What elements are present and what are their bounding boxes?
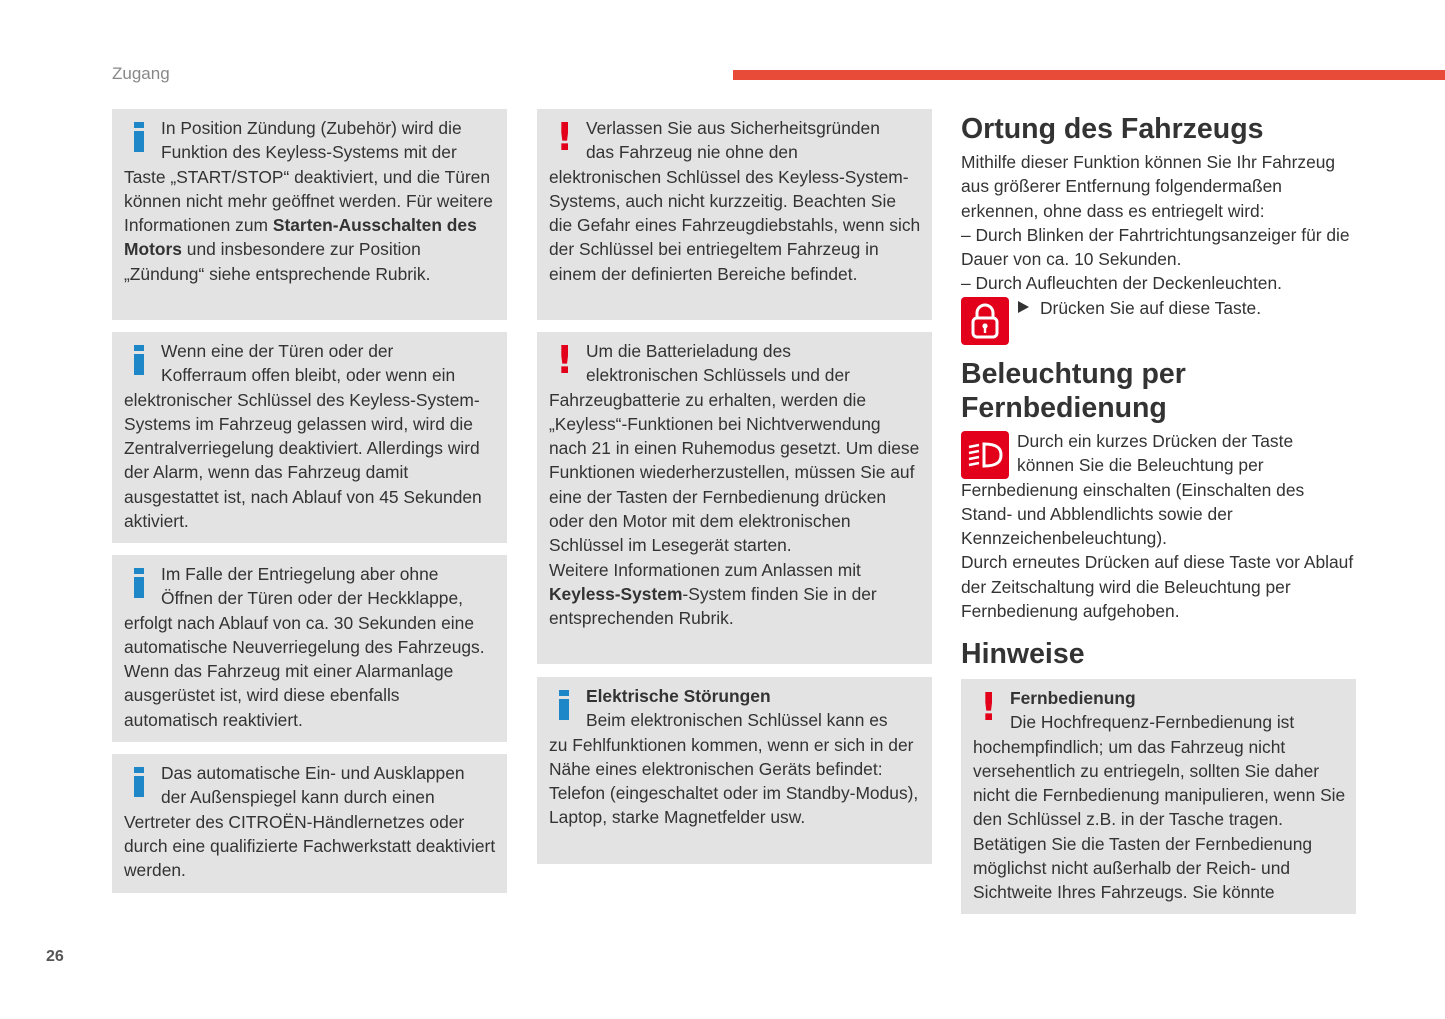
note-line: Kofferraum offen bleibt, oder wenn ein	[161, 365, 456, 386]
note-line: elektronischen Schlüssels und der	[586, 365, 850, 386]
exclamation-icon: !	[556, 115, 574, 159]
info-note-doors-open	[112, 332, 507, 543]
note-line: Die Hochfrequenz-Fernbedienung ist	[1010, 712, 1295, 733]
note-text: elektronischer Schlüssel des Keyless-System-Systems im Fahrzeug gelassen wird, wird die Zentralverriegelung deaktiviert. Allerdings wird der Alarm, wenn das Fahrzeug damit ausgestattet ist, nach Ablauf von 45 Sekunden aktiviert.	[124, 389, 482, 532]
note-line: Um die Batterieladung des	[586, 341, 791, 361]
note-title: Fernbedienung	[1010, 688, 1136, 708]
lock-key-button-icon	[961, 297, 1009, 345]
note-text: Fahrzeugbatterie zu erhalten, werden die „Keyless“-Funktionen bei Nichtverwendung nach 21 in einen Ruhemodus gesetzt. Um diese Funktionen wiederherzustellen, müssen Sie auf eine der Tasten der Fernbedienung drücken oder den Motor mit dem elektronischen Schlüssel im Lesegerät starten.	[549, 389, 920, 556]
warning-note-battery	[537, 332, 932, 664]
ortung-intro: Mithilfe dieser Funktion können Sie Ihr Fahrzeug aus größerer Entfernung folgendermaßen erkennen, ohne dass es entriegelt wird:	[961, 152, 1336, 221]
note-line: das Fahrzeug nie ohne den	[586, 142, 798, 163]
info-icon	[134, 568, 144, 598]
beleuchtung-text: Durch erneutes Drücken auf diese Taste vor Ablauf der Zeitschaltung wird die Beleuchtung per Fernbedienung aufgehoben.	[961, 552, 1354, 622]
beleuchtung-line: können Sie die Beleuchtung per	[1017, 455, 1264, 476]
note-text: zu Fehlfunktionen kommen, wenn er sich in der Nähe eines elektronischen Geräts befindet: Telefon (eingeschaltet oder im Standby-Modus), Laptop, starke Magnetfelder usw.	[549, 734, 919, 828]
info-icon	[134, 767, 144, 797]
note-line: Das automatische Ein- und Ausklappen	[161, 763, 465, 783]
note-line: In Position Zündung (Zubehör) wird die	[161, 118, 462, 138]
section-accent-bar	[733, 70, 1445, 80]
info-icon	[134, 345, 144, 375]
beleuchtung-text: Fernbedienung einschalten (Einschalten des Stand- und Abblendlichts sowie der Kennzeichenbeleuchtung).	[961, 479, 1305, 549]
beleuchtung-body	[961, 429, 1356, 623]
note-line: der Außenspiegel kann durch einen	[161, 787, 435, 808]
triangle-right-icon	[1018, 301, 1029, 313]
heading-ortung: Ortung des Fahrzeugs	[961, 113, 1264, 145]
note-line: Im Falle der Entriegelung aber ohne	[161, 564, 439, 584]
note-line: Öffnen der Türen oder der Heckklappe,	[161, 588, 463, 609]
note-line: Wenn eine der Türen oder der	[161, 341, 394, 361]
beleuchtung-line: Durch ein kurzes Drücken der Taste	[1017, 431, 1294, 451]
heading-beleuchtung: Beleuchtung per Fernbedienung	[961, 358, 1186, 424]
exclamation-icon: !	[980, 685, 998, 729]
info-note-mirrors	[112, 754, 507, 893]
info-icon	[559, 690, 569, 720]
bold-reference: Keyless-System	[549, 583, 683, 604]
ortung-bullet: – Durch Aufleuchten der Deckenleuchten.	[961, 273, 1282, 294]
note-text: elektronischen Schlüssel des Keyless-System-Systems, auch nicht kurzzeitig. Beachten Sie die Gefahr eines Fahrzeugdiebstahls, wenn sich der Schlüssel bei entriegeltem Fahrzeug in einem der definierten Bereiche befindet.	[549, 166, 921, 284]
note-title: Elektrische Störungen	[586, 686, 771, 706]
page-number: 26	[46, 948, 64, 965]
note-text: hochempfindlich; um das Fahrzeug nicht versehentlich zu entriegeln, sollten Sie daher nicht die Fernbedienung manipulieren, wenn Sie den Schlüssel z.B. in der Tasche tragen. Betätigen Sie die Tasten der Fernbedienung möglichst nicht außerhalb der Reich- und Sichtweite Ihres Fahrzeugs. Sie könnte	[973, 736, 1346, 903]
exclamation-icon: !	[556, 338, 574, 382]
note-text: Vertreter des CITROËN-Händlernetzes oder durch eine qualifizierte Fachwerkstatt deaktiviert werden.	[124, 811, 496, 881]
note-text: erfolgt nach Ablauf von ca. 30 Sekunden eine automatische Neuverriegelung des Fahrzeugs. Wenn das Fahrzeug mit einer Alarmanlage ausgerüstet ist, wird diese ebenfalls automatisch reaktiviert.	[124, 612, 485, 730]
heading-hinweise: Hinweise	[961, 638, 1085, 670]
note-line: Beim elektronischen Schlüssel kann es	[586, 710, 888, 731]
info-icon	[134, 122, 144, 152]
warning-note-key	[537, 109, 932, 320]
info-note-relocking	[112, 555, 507, 742]
note-line: Verlassen Sie aus Sicherheitsgründen	[586, 118, 880, 138]
ortung-bullet: – Durch Blinken der Fahrtrichtungsanzeiger für die Dauer von ca. 10 Sekunden.	[961, 224, 1350, 270]
note-line: Funktion des Keyless-Systems mit der	[161, 142, 457, 163]
info-note-electrical	[537, 677, 932, 864]
warning-note-remote	[961, 679, 1356, 914]
bold-reference: Starten-Ausschalten des Motors	[124, 215, 477, 260]
note-text-more: Weitere Informationen zum Anlassen mit Keyless-System-System finden Sie in der entsprechenden Rubrik.	[549, 559, 877, 629]
note-text: Taste „START/STOP“ deaktiviert, und die Türen können nicht mehr geöffnet werden. Für weitere Informationen zum Starten-Ausschalten des Motors und insbesondere zur Position „Zündung“ siehe entsprechende Rubrik.	[124, 166, 493, 284]
info-note-ignition	[112, 109, 507, 320]
section-title: Zugang	[112, 64, 170, 83]
ortung-body	[961, 150, 1361, 296]
ortung-action: Drücken Sie auf diese Taste.	[1018, 296, 1261, 320]
